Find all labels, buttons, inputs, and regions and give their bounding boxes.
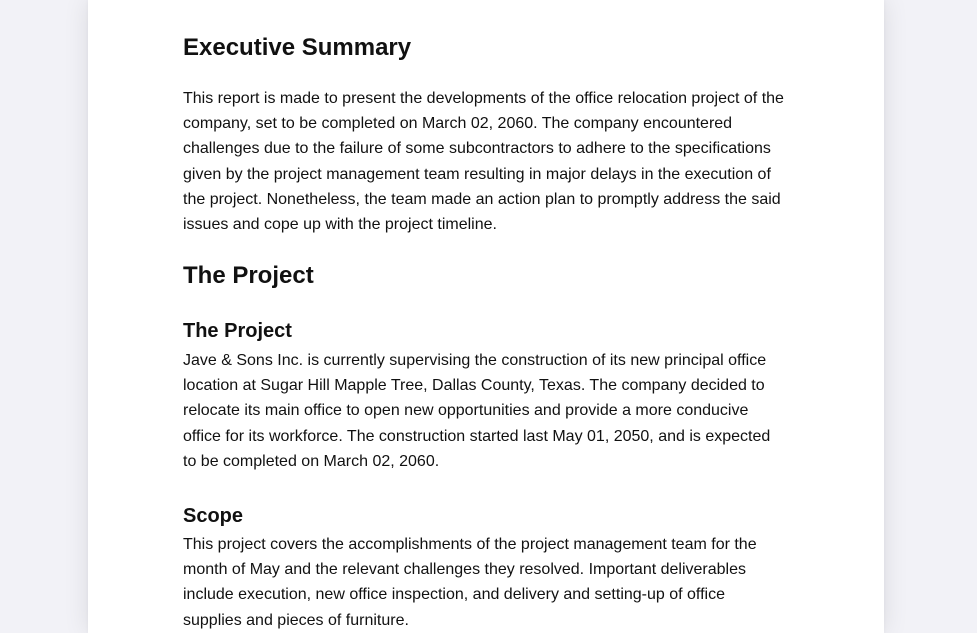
- document-page: [88, 0, 884, 633]
- project-section-heading: The Project: [183, 262, 314, 289]
- scope-paragraph: This project covers the accomplishments of the project management team for the month of May and the relevant challenges they resolved. Important deliverables include execution, new office inspection, and delivery and setting-up of office supplies and pieces of furniture.: [183, 536, 757, 629]
- executive-summary-paragraph: This report is made to present the developments of the office relocation project of the company, set to be completed on March 02, 2060. The company encountered challenges due to the failure of some subcontractors to adhere to the specifications given by the project management team resulting in major delays in the execution of the project. Nonetheless, the team made an action plan to promptly address the said issues and cope up with the project timeline.: [183, 90, 784, 234]
- executive-summary-heading: Executive Summary: [183, 34, 412, 61]
- scope-subheading: Scope: [183, 505, 244, 527]
- the-project-paragraph: Jave & Sons Inc. is currently supervising the construction of its new principal office location at Sugar Hill Mapple Tree, Dallas County, Texas. The company decided to relocate its main office to open new opportunities and provide a more conducive office for its workforce. The construction started last May 01, 2050, and is expected to be completed on March 02, 2060.: [183, 352, 771, 470]
- the-project-subheading: The Project: [183, 320, 292, 342]
